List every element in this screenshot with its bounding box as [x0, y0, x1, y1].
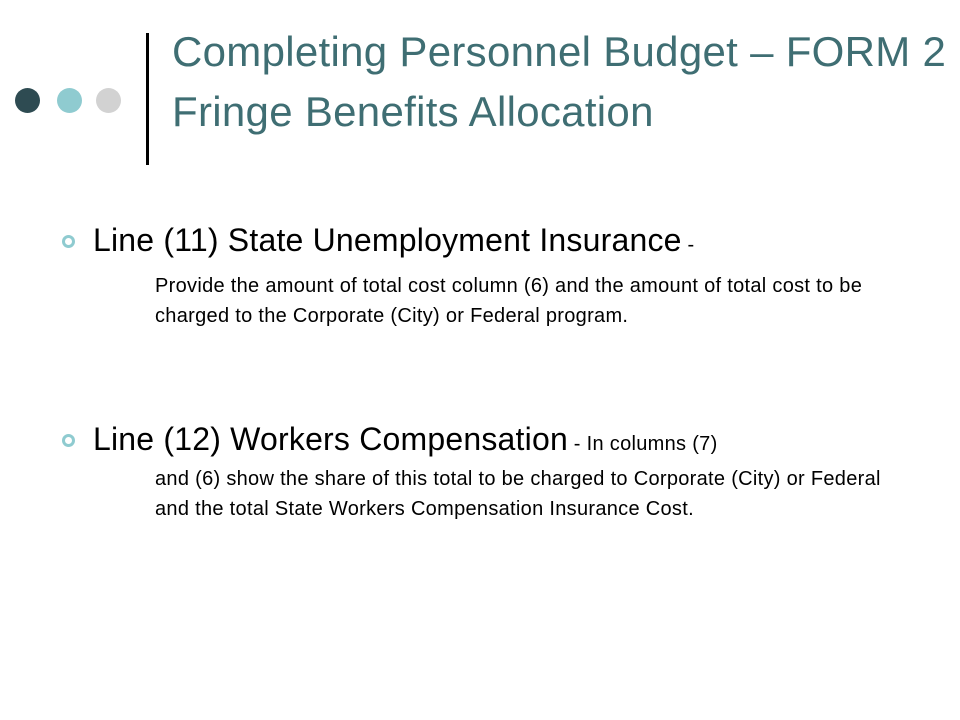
bullet-heading-trail: -: [681, 234, 695, 256]
bullet-heading-text: Line (11) State Unemployment Insurance: [93, 222, 682, 258]
bullet-heading-trail: - In columns (7): [567, 433, 718, 455]
bullet-heading-text: Line (12) Workers Compensation: [93, 421, 568, 457]
bullet-body: Provide the amount of total cost column (6) and the amount of total cost to be charged to the Corporate (City) or Federal program.: [155, 275, 863, 327]
bullet-circle-icon: [62, 235, 75, 248]
bullet-heading: [93, 218, 694, 267]
bullet-body: and (6) show the share of this total to be charged to Corporate (City) or Federal and the total State Workers Compensation Insurance Cost.: [155, 468, 881, 520]
slide-title: Completing Personnel Budget – FORM 2 Fringe Benefits Allocation: [172, 28, 947, 135]
bullet-circle-icon: [62, 434, 75, 447]
bullet-heading: [93, 417, 718, 466]
